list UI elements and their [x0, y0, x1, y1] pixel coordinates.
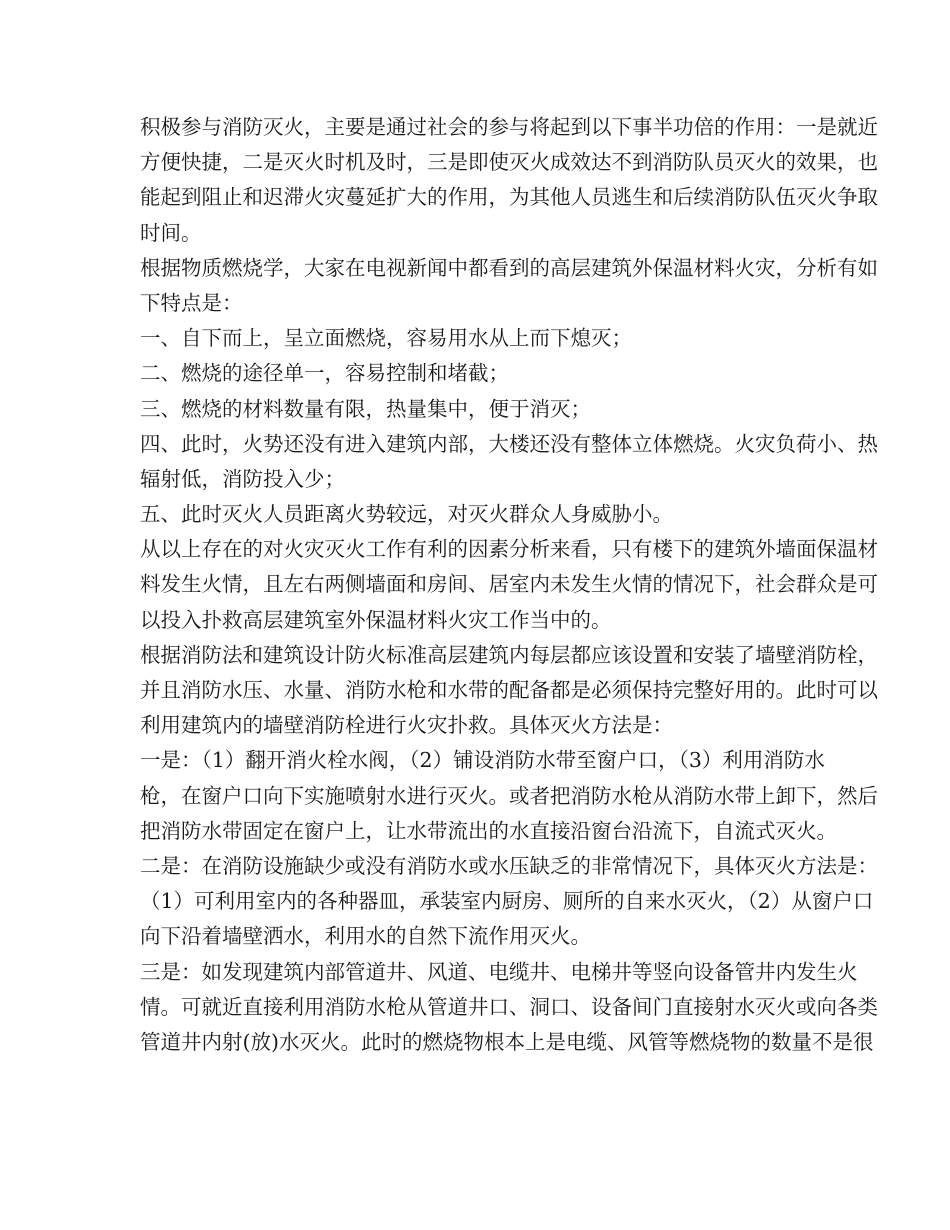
method-item: 向下沿着墙壁洒水，利用水的自然下流作用灭火。	[140, 924, 591, 949]
document-page	[140, 110, 878, 1060]
text-line: 积极参与消防灭火，主要是通过社会的参与将起到以下事半功倍的作用：一是就近	[140, 115, 878, 139]
list-item: 二、燃烧的途径单一，容易控制和堵截；	[140, 361, 509, 386]
text-line: 以投入扑救高层建筑室外保温材料火灾工作当中的。	[140, 607, 612, 632]
method-item: （1）可利用室内的各种器皿，承装室内厨房、厕所的自来水灭火，（2）从窗户口	[140, 889, 874, 914]
text-line: 根据物质燃烧学，大家在电视新闻中都看到的高层建筑外保温材料火灾，分析有如	[140, 255, 878, 280]
method-item: 情。可就近直接利用消防水枪从管道井口、洞口、设备间门直接射水灭火或向各类	[140, 994, 878, 1019]
text-line: 方便快捷，二是灭火时机及时，三是即使灭火成效达不到消防队员灭火的效果，也	[140, 150, 878, 175]
method-item: 把消防水带固定在窗户上，让水带流出的水直接沿窗台沿流下，自流式灭火。	[140, 818, 837, 843]
method-item: 枪，在窗户口向下实施喷射水进行灭火。或者把消防水枪从消防水带上卸下，然后	[140, 783, 878, 808]
text-line: 下特点是：	[140, 290, 243, 315]
method-item: 一是：（1）翻开消火栓水阀，（2）铺设消防水带至窗户口，（3）利用消防水	[140, 748, 825, 773]
list-item: 辐射低，消防投入少；	[140, 466, 345, 491]
text-line: 利用建筑内的墙壁消防栓进行火灾扑救。具体灭火方法是：	[140, 713, 673, 738]
method-item: 三是：如发现建筑内部管道井、风道、电缆井、电梯井等竖向设备管井内发生火	[140, 959, 858, 984]
text-line: 能起到阻止和迟滞火灾蔓延扩大的作用，为其他人员逃生和后续消防队伍灭火争取	[140, 185, 878, 210]
text-line: 从以上存在的对火灾灭火工作有利的因素分析来看，只有楼下的建筑外墙面保温材	[140, 537, 878, 562]
list-item: 一、自下而上，呈立面燃烧，容易用水从上而下熄灭；	[140, 326, 632, 351]
text-line: 料发生火情，且左右两侧墙面和房间、居室内未发生火情的情况下，社会群众是可	[140, 572, 878, 597]
method-item: 管道井内射(放)水灭火。此时的燃烧物根本上是电缆、风管等燃烧物的数量不是很	[140, 1029, 874, 1054]
text-line: 时间。	[140, 220, 202, 245]
list-item: 四、此时，火势还没有进入建筑内部，大楼还没有整体立体燃烧。火灾负荷小、热	[140, 431, 878, 456]
list-item: 三、燃烧的材料数量有限，热量集中，便于消灭；	[140, 396, 591, 421]
text-line: 并且消防水压、水量、消防水枪和水带的配备都是必须保持完整好用的。此时可以	[140, 678, 878, 702]
text-line: 根据消防法和建筑设计防火标准高层建筑内每层都应该设置和安装了墙壁消防栓，	[140, 642, 878, 667]
method-item: 二是：在消防设施缺少或没有消防水或水压缺乏的非常情况下，具体灭火方法是：	[140, 853, 878, 878]
list-item: 五、此时灭火人员距离火势较远，对灭火群众人身威胁小。	[140, 502, 673, 527]
